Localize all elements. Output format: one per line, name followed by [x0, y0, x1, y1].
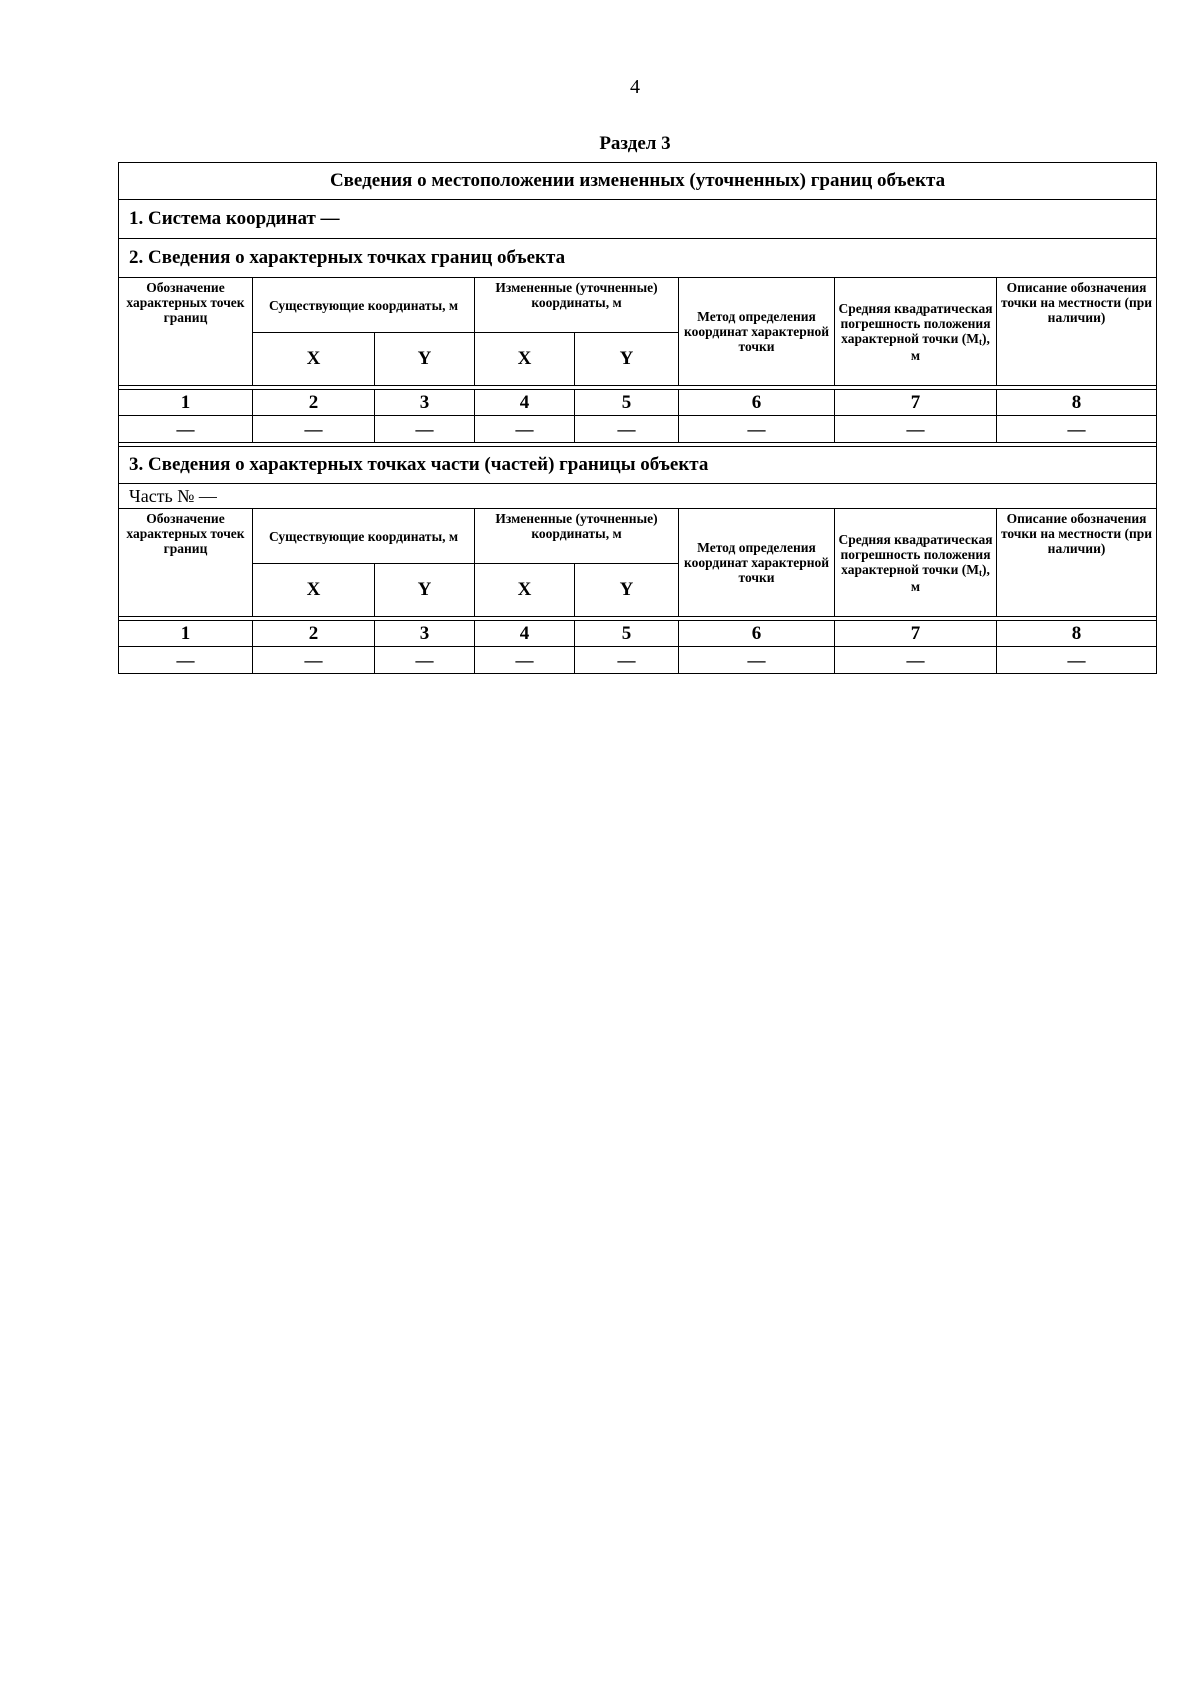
header-error-unit: ), м	[910, 330, 990, 363]
column-number: 2	[253, 621, 375, 647]
header-error-sub: t	[978, 336, 982, 347]
header-changed-y: Y	[575, 564, 679, 617]
table-cell: —	[375, 416, 475, 443]
column-number: 6	[679, 390, 835, 416]
header-error-text: Средняя квадратическая погрешность положения характерной точки (M	[838, 300, 993, 346]
header-existing-x: X	[253, 564, 375, 617]
page-number: 4	[630, 76, 640, 98]
parts-heading: 3. Сведения о характерных точках части (частей) границы объекта	[119, 447, 1157, 484]
header-changed-coords: Измененные (уточненные) координаты, м	[475, 278, 679, 333]
header-description: Описание обозначения точки на местности (при наличии)	[997, 278, 1157, 386]
table-cell: —	[835, 416, 997, 443]
header-existing-x: X	[253, 333, 375, 386]
header-method: Метод определения координат характерной точки	[679, 509, 835, 617]
column-number-row	[119, 621, 1157, 647]
header-point-designation: Обозначение характерных точек границ	[119, 509, 253, 617]
table-cell: —	[253, 647, 375, 674]
column-number: 7	[835, 390, 997, 416]
column-number: 5	[575, 390, 679, 416]
table-cell: —	[679, 416, 835, 443]
table-cell: —	[475, 416, 575, 443]
column-number: 4	[475, 621, 575, 647]
header-error	[835, 509, 997, 617]
coord-system: 1. Система координат —	[119, 200, 1157, 239]
section-title: Раздел 3	[599, 133, 671, 154]
column-number: 2	[253, 390, 375, 416]
column-number: 8	[997, 390, 1157, 416]
header-error-unit: ), м	[910, 561, 990, 594]
part-label: Часть № —	[119, 484, 1157, 509]
table-cell: —	[997, 647, 1157, 674]
points-heading: 2. Сведения о характерных точках границ объекта	[119, 239, 1157, 278]
table-cell: —	[575, 416, 679, 443]
boundary-table	[118, 162, 1157, 674]
table-row	[119, 416, 1157, 443]
header-existing-coords: Существующие координаты, м	[253, 509, 475, 564]
table-cell: —	[253, 416, 375, 443]
table-cell: —	[475, 647, 575, 674]
column-number-row	[119, 390, 1157, 416]
table-cell: —	[997, 416, 1157, 443]
header-error-text: Средняя квадратическая погрешность положения характерной точки (M	[838, 531, 993, 577]
table-cell: —	[835, 647, 997, 674]
header-error-sub: t	[978, 567, 982, 578]
header-existing-coords: Существующие координаты, м	[253, 278, 475, 333]
table-cell: —	[119, 647, 253, 674]
table-cell: —	[679, 647, 835, 674]
column-number: 1	[119, 390, 253, 416]
column-number: 5	[575, 621, 679, 647]
header-existing-y: Y	[375, 564, 475, 617]
header-changed-x: X	[475, 564, 575, 617]
table-row	[119, 647, 1157, 674]
header-changed-y: Y	[575, 333, 679, 386]
column-number: 6	[679, 621, 835, 647]
header-existing-y: Y	[375, 333, 475, 386]
header-changed-x: X	[475, 333, 575, 386]
header-changed-coords: Измененные (уточненные) координаты, м	[475, 509, 679, 564]
column-number: 1	[119, 621, 253, 647]
table-cell: —	[575, 647, 679, 674]
column-number: 7	[835, 621, 997, 647]
header-error	[835, 278, 997, 386]
column-number: 8	[997, 621, 1157, 647]
table-title: Сведения о местоположении измененных (уточненных) границ объекта	[119, 163, 1157, 200]
column-number: 4	[475, 390, 575, 416]
header-description: Описание обозначения точки на местности (при наличии)	[997, 509, 1157, 617]
table-cell: —	[375, 647, 475, 674]
header-method: Метод определения координат характерной точки	[679, 278, 835, 386]
column-number: 3	[375, 390, 475, 416]
column-number: 3	[375, 621, 475, 647]
header-point-designation: Обозначение характерных точек границ	[119, 278, 253, 386]
table-cell: —	[119, 416, 253, 443]
